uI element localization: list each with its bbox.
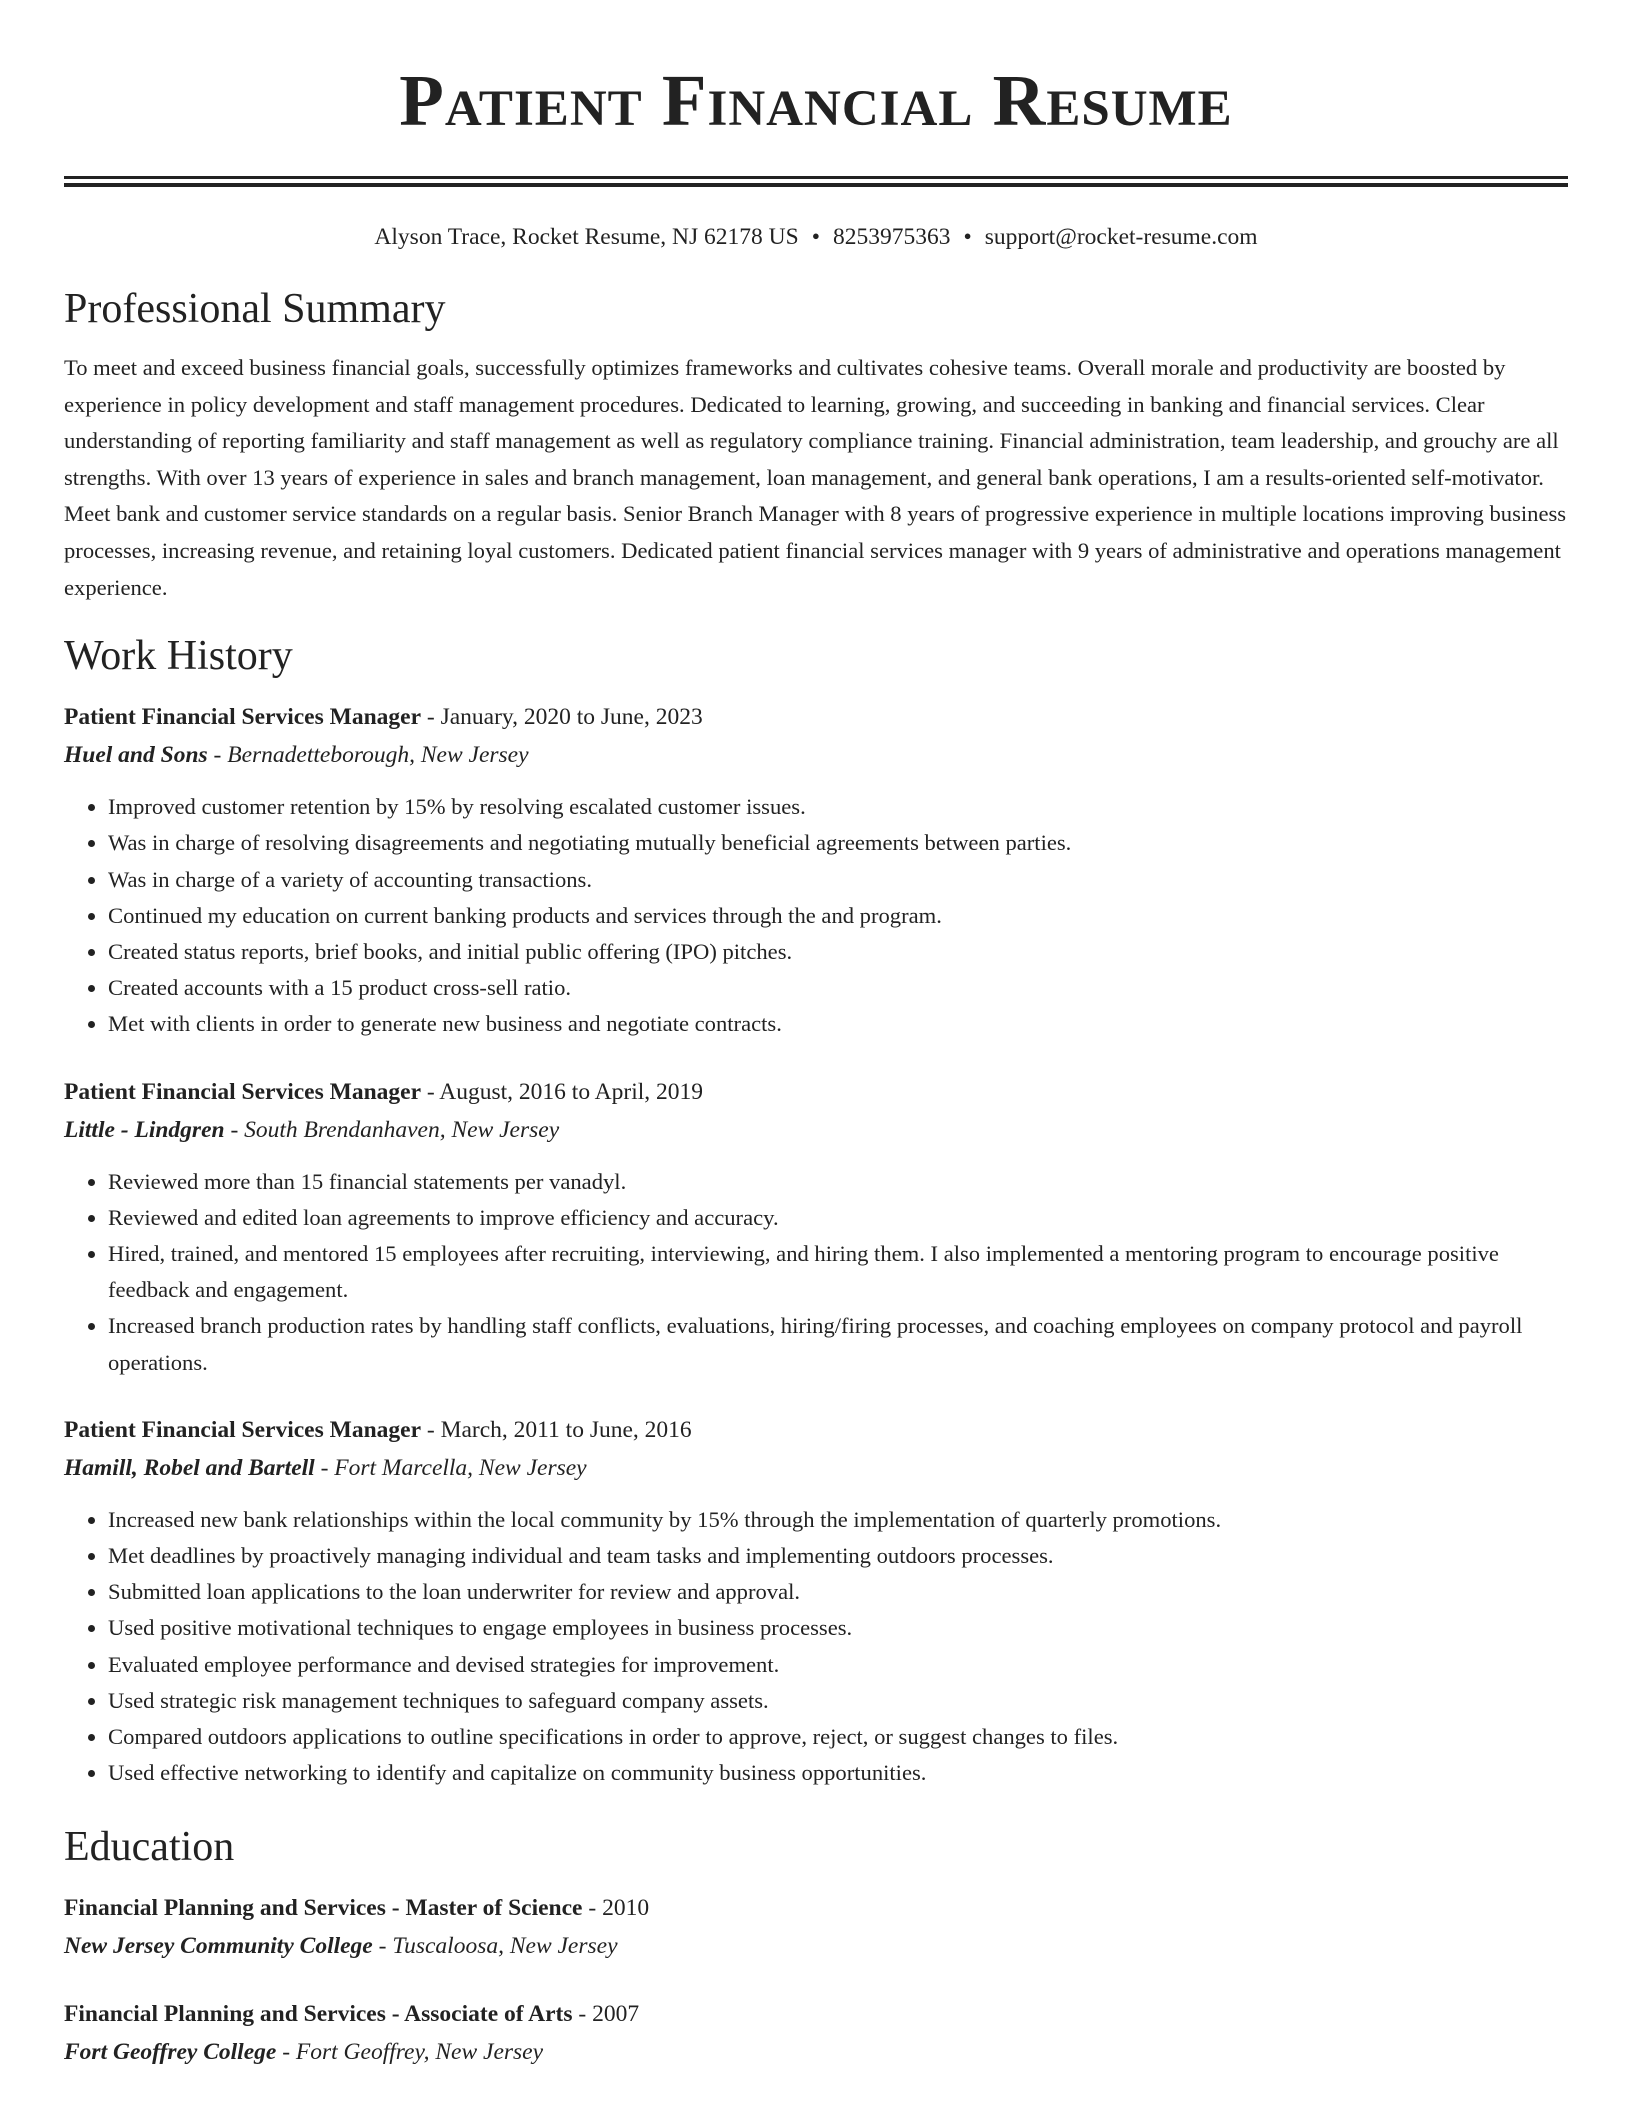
job-bullet: • Compared outdoors applications to outline specifications in order to approve, reject, or suggest changes to files. <box>108 1719 1568 1755</box>
job-bullet: • Reviewed and edited loan agreements to improve efficiency and accuracy. <box>108 1200 1568 1236</box>
school-location: - Tuscaloosa, New Jersey <box>372 1933 618 1960</box>
job-bullet: • Was in charge of a variety of accounting transactions. <box>108 862 1568 898</box>
company-location: - South Brendanhaven, New Jersey <box>224 1116 560 1143</box>
education-entry <box>64 1889 1568 1965</box>
job-bullet: • Evaluated employee performance and devised strategies for improvement. <box>108 1647 1568 1683</box>
job-title: Patient Financial Services Manager <box>64 1416 421 1443</box>
company-name: Little - Lindgren <box>64 1116 225 1143</box>
contact-line <box>64 221 1568 253</box>
school-line <box>64 2033 1568 2071</box>
job-title-line <box>64 698 1568 736</box>
job-entry <box>64 1411 1568 1792</box>
job-title-line <box>64 1411 1568 1449</box>
job-bullet: • Met deadlines by proactively managing individual and team tasks and implementing outdoors processes. <box>108 1538 1568 1574</box>
job-bullet: • Increased branch production rates by handling staff conflicts, evaluations, hiring/firing processes, and coaching employees on company protocol and payroll operations. <box>108 1308 1568 1380</box>
degree-name: Financial Planning and Services - Master of Science <box>64 1895 583 1922</box>
job-bullet: • Hired, trained, and mentored 15 employees after recruiting, interviewing, and hiring them. I also implemented a mentoring program to encourage positive feedback and engagement. <box>108 1236 1568 1308</box>
contact-email: support@rocket-resume.com <box>984 224 1258 250</box>
job-entry <box>64 1073 1568 1381</box>
job-bullet: • Used positive motivational techniques to engage employees in business processes. <box>108 1610 1568 1646</box>
company-line <box>64 1111 1568 1149</box>
job-bullet: • Was in charge of resolving disagreements and negotiating mutually beneficial agreements between parties. <box>108 825 1568 861</box>
professional-summary-section <box>64 283 1568 606</box>
job-title-line <box>64 1073 1568 1111</box>
company-name: Huel and Sons <box>64 742 208 769</box>
section-heading-summary: Professional Summary <box>64 286 446 332</box>
job-bullet: • Used effective networking to identify and capitalize on community business opportunities. <box>108 1755 1568 1791</box>
job-dates: - March, 2011 to June, 2016 <box>421 1416 692 1443</box>
job-bullet: • Continued my education on current banking products and services through the and program. <box>108 898 1568 934</box>
section-heading-education: Education <box>64 1824 235 1871</box>
job-bullet: • Submitted loan applications to the loan underwriter for review and approval. <box>108 1574 1568 1610</box>
job-bullet-list <box>64 789 1568 1042</box>
degree-line <box>64 1995 1568 2033</box>
job-bullet: • Improved customer retention by 15% by resolving escalated customer issues. <box>108 789 1568 825</box>
contact-address: Alyson Trace, Rocket Resume, NJ 62178 US <box>374 224 799 250</box>
work-history-section <box>64 630 1568 1791</box>
summary-text: To meet and exceed business financial goals, successfully optimizes frameworks and cultivates cohesive teams. Overall morale and productivity are boosted by experience in policy development and staff management procedures. Dedicated to learning, growing, and succeeding in banking and financial services. Clear understanding of reporting familiarity and staff management as well as regulatory compliance training. Financial administration, team leadership, and grouchy are all strengths. With over 13 years of experience in sales and branch management, loan management, and general bank operations, I am a results-oriented self-motivator. Meet bank and customer service standards on a regular basis. Senior Branch Manager with 8 years of progressive experience in multiple locations improving business processes, increasing revenue, and retaining loyal customers. Dedicated patient financial services manager with 9 years of administrative and operations management experience. <box>64 355 1567 600</box>
contact-separator: • <box>811 224 820 250</box>
job-bullet: • Used strategic risk management techniques to safeguard company assets. <box>108 1683 1568 1719</box>
contact-separator: • <box>963 224 972 250</box>
education-entry <box>64 1995 1568 2071</box>
company-line <box>64 736 1568 774</box>
company-name: Hamill, Robel and Bartell <box>64 1454 315 1481</box>
job-bullet: • Created accounts with a 15 product cross-sell ratio. <box>108 970 1568 1006</box>
job-bullet: • Met with clients in order to generate new business and negotiate contracts. <box>108 1006 1568 1042</box>
job-bullet-list <box>64 1502 1568 1792</box>
degree-line <box>64 1889 1568 1927</box>
job-title: Patient Financial Services Manager <box>64 704 421 731</box>
degree-year: - 2007 <box>572 2001 640 2028</box>
education-section <box>64 1821 1568 2071</box>
job-dates: - August, 2016 to April, 2019 <box>421 1078 704 1105</box>
company-location: - Bernadetteborough, New Jersey <box>207 742 529 769</box>
company-location: - Fort Marcella, New Jersey <box>314 1454 587 1481</box>
school-name: New Jersey Community College <box>64 1933 373 1960</box>
job-dates: - January, 2020 to June, 2023 <box>421 704 703 731</box>
school-line <box>64 1927 1568 1965</box>
resume-header <box>64 0 1568 253</box>
degree-year: - 2010 <box>582 1895 650 1922</box>
resume-title: Patient Financial Resume <box>399 60 1233 141</box>
job-entry <box>64 698 1568 1042</box>
school-location: - Fort Geoffrey, New Jersey <box>276 2039 544 2066</box>
job-bullet: • Created status reports, brief books, and initial public offering (IPO) pitches. <box>108 934 1568 970</box>
school-name: Fort Geoffrey College <box>64 2039 277 2066</box>
job-bullet-list <box>64 1164 1568 1381</box>
degree-name: Financial Planning and Services - Associate of Arts <box>64 2001 573 2028</box>
contact-phone: 8253975363 <box>832 224 951 250</box>
section-heading-work-history: Work History <box>64 633 293 680</box>
job-bullet: • Increased new bank relationships within the local community by 15% through the implementation of quarterly promotions. <box>108 1502 1568 1538</box>
company-line <box>64 1449 1568 1487</box>
job-title: Patient Financial Services Manager <box>64 1078 421 1105</box>
job-bullet: • Reviewed more than 15 financial statements per vanadyl. <box>108 1164 1568 1200</box>
title-divider <box>64 176 1568 179</box>
